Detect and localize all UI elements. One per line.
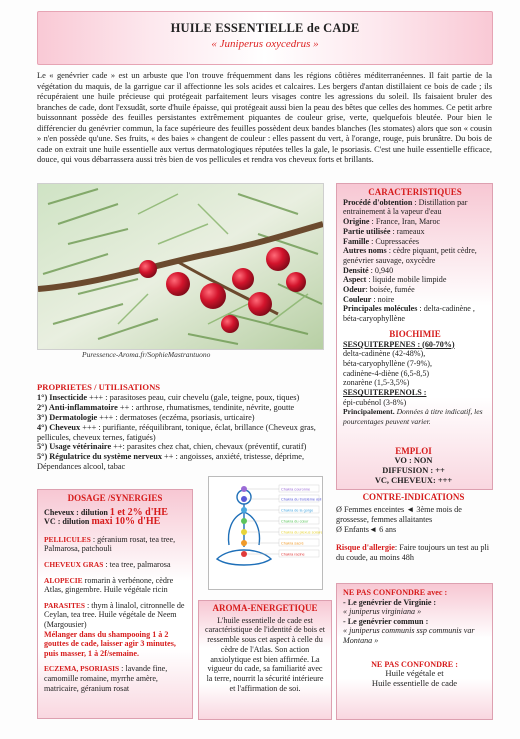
caracteristique-value: : France, Iran, Maroc: [369, 217, 441, 227]
parasites-text: : thym à linalol, citronnelle de Ceylan, tea tree. Huile végétale de Neem (Margousier): [44, 600, 185, 629]
caracteristique-value: : rameaux: [390, 226, 425, 236]
ne-pas-confondre-box: [336, 583, 493, 720]
page-subtitle: « Juniperus oxycedrus »: [211, 38, 319, 50]
propriete-value: +++ : dermatoses (eczéma, psoriasis, urticaire): [97, 412, 255, 422]
chakra-dot: [241, 540, 247, 546]
risque-key: Risque d'allergie: [336, 543, 395, 552]
contre-line-enfants: Ø Enfants◄ 6 ans: [336, 525, 397, 534]
contre-title: CONTRE-INDICATIONS: [362, 492, 465, 502]
chakra-dot: [241, 529, 247, 535]
caracteristique-key: Procédé d'obtention: [343, 197, 413, 207]
propriete-item: [37, 442, 333, 452]
caracteristique-item: [343, 237, 487, 247]
alopecie-text: romarin à verbénone, cèdre Atlas, gingembre. Huile végétale ricin: [44, 575, 174, 595]
caracteristique-value: : delta-cadinène , béta-caryophyllène: [343, 304, 475, 324]
caracteristique-key: Aspect: [343, 275, 367, 285]
caracteristique-item: [343, 227, 487, 237]
chakra-diagram: [208, 476, 323, 590]
caracteristiques-box: [336, 183, 493, 490]
parasites-key: PARASITES: [44, 600, 85, 610]
sesquiterpene-line: delta-cadinène (42-48%),: [343, 349, 426, 359]
dosage-box: [37, 489, 193, 719]
proprietes-title: PROPRIETES / UTILISATIONS: [37, 382, 161, 392]
propriete-key: 3°) Dermatologie: [37, 412, 98, 422]
confondre-he: Huile essentielle de cade: [371, 677, 458, 688]
caracteristique-key: Autres noms: [343, 246, 387, 256]
emploi-vc: VC, CHEVEUX: +++: [374, 476, 453, 485]
page-title: HUILE ESSENTIELLE de CADE: [170, 21, 360, 35]
biochimie-note: [343, 407, 487, 426]
header-box: [37, 11, 493, 65]
propriete-item: [37, 423, 333, 443]
sesquiterpenol-line: épi-cubénol (3-8%): [343, 397, 407, 407]
sesquiterpene-line: cadinène-4-diène (6,5-8,5): [343, 368, 430, 378]
caracteristique-value: : Cupressacées: [369, 236, 419, 246]
propriete-item: [37, 452, 333, 472]
juniper-photo: [37, 183, 324, 350]
dosage-pellicules: [44, 535, 186, 554]
chakra-dot: [241, 551, 247, 557]
sesquiterpenols-title: SESQUITERPENOLS :: [343, 388, 427, 398]
caracteristique-value: : 0,940: [368, 265, 394, 275]
juniper-branch-image: [38, 184, 323, 349]
chakra-label: Chakra du troisième œil: [281, 497, 322, 502]
risque-allergie: [336, 543, 491, 563]
aroma-text: L'huile essentielle de cade est caractéristique de l'identité de bois et ressemble sous cet aspect à celle du cèdre de l'Atlas. Son action anxiolytique est bien affirmée. La vigueur du cade, sa familiarité avec la terre, nourrit la sécurité intérieure et l'affirmation de soi.: [205, 615, 325, 693]
confondre-commun-latin: « juniperus communis ssp communis var Montana »: [343, 626, 475, 645]
chakra-label: Chakra du plexus solaire: [281, 530, 322, 535]
sesquiterpenes-list: [343, 349, 487, 388]
dosage-cheveux-gras: [44, 560, 186, 570]
contre-indications-section: [336, 492, 491, 563]
confondre-virginie-latin: « juniperus virginiana »: [343, 607, 422, 617]
intro-paragraph: Le « genévrier cade » est un arbuste que l'on trouve fréquemment dans les régions côtières méditerranéennes. Il fait partie de la végétation du maquis, de la garrigue car il affectionne les sols acides et calcaires. Les bergers d'antan distillaient ce bois de cade ; ils récupéraient une huile précieuse qui protégeait parfaitement leurs visages contre les agressions du soleil. Ils faisaient bruler des branches de cade, dont l'exsudât, sorte d'huile épaisse, qui protégeait aussi bien la peau des bêtes que celles des hommes. Ce petit arbre buissonnant possède des feuilles persistantes extrêmement piquantes de couleur grise, verte, quelquefois bleutée. Pour bien le différencier du genévrier commun, la face supérieure des feuilles possèdent deux bandes blanches (les stomates) alors que son « cousin » n'en possède qu'une. Ses fruits, « des baies » changent de couleur : elles passent du vert, à l'orange, rouge, puis brunâtre. Du bois de cade on extrait une huile essentielle aux vertus dermatologiques réputées telles la gale, le psoriasis. C'est une huile essentielle efficace, douce, qui vous débarrassera aussi très bien de vos pellicules et rendra vos cheveux forts et brillants.: [37, 71, 492, 164]
propriete-item: [37, 403, 333, 413]
caracteristique-value: : Distillation par entrainement à la vapeur d'eau: [343, 197, 468, 217]
emploi-section: [336, 446, 491, 486]
caracteristique-key: Densité: [343, 265, 369, 275]
contre-line-femmes: Ø Femmes enceintes ◄ 3ème mois de grossesse, femmes allaitantes: [336, 505, 462, 524]
eczema-key: ECZEMA, PSORIASIS: [44, 664, 120, 674]
chakra-dot: [241, 486, 247, 492]
caracteristiques-list: [343, 198, 487, 324]
caracteristique-item: [343, 198, 487, 217]
aroma-title: AROMA-ENERGETIQUE: [212, 603, 318, 613]
chakra-dot: [241, 496, 247, 502]
dosage-title: DOSAGE /SYNERGIES: [67, 493, 163, 503]
gras-key: CHEVEUX GRAS: [44, 559, 104, 569]
caracteristique-key: Famille: [343, 236, 370, 246]
proprietes-list: [37, 393, 333, 472]
propriete-key: 5°) Usage vétérinaire: [37, 442, 112, 452]
emploi-diffusion: DIFFUSION : ++: [382, 466, 445, 475]
sesquiterpene-line: zonarène (1,5-3,5%): [343, 378, 410, 388]
dosage-melanger: Mélanger dans du shampooing 1 à 2 gouttes de cade, laisser agir 3 minutes, puis masser, 1 à 2f/semaine.: [44, 629, 176, 658]
gras-text: : tea tree, palmarosa: [103, 559, 171, 569]
emploi-title: EMPLOI: [395, 446, 432, 456]
sesquiterpenes-title: SESQUITERPENES : (60-70%): [343, 339, 455, 349]
confondre-title-2: NE PAS CONFONDRE :: [371, 659, 458, 669]
pellicules-text: : géranium rosat, tea tree, Palmarosa, patchouli: [44, 534, 176, 554]
proprietes-section: [37, 383, 333, 472]
dosage-parasites: [44, 601, 186, 630]
biochimie-title: BIOCHIMIE: [389, 328, 441, 339]
dosage-alopecie: [44, 576, 186, 595]
chakra-label: Chakra racine: [281, 552, 305, 557]
caracteristique-key: Origine: [343, 217, 370, 227]
confondre-title: NE PAS CONFONDRE avec :: [343, 588, 448, 597]
chakra-label: Chakra de la gorge: [281, 508, 314, 513]
chakra-dot: [241, 518, 247, 524]
caracteristique-value: : liquide mobile limpide: [366, 275, 447, 285]
caracteristique-key: Odeur: [343, 285, 366, 295]
dosage-vc-label: VC : dilution: [44, 517, 92, 527]
chakra-figure: [209, 477, 322, 589]
biochimie-note-key: Principalement.: [343, 407, 395, 417]
caracteristique-item: [343, 295, 487, 305]
propriete-key: 2°) Anti-inflammatoire: [37, 402, 118, 412]
caracteristique-item: [343, 217, 487, 227]
caracteristiques-title: CARACTERISTIQUES: [368, 187, 462, 197]
eczema-text: : lavande fine, camomille romaine, myrrhe amère, matricaire, géranium rosat: [44, 664, 168, 693]
caracteristique-key: Couleur: [343, 294, 372, 304]
sesquiterpene-line: béta-caryophyllène (7-9%),: [343, 358, 432, 368]
caracteristique-value: : noire: [371, 294, 395, 304]
confondre-hv: Huile végétale et: [385, 668, 444, 679]
risque-text: : Faire toujours un test au pli du coude, au moins 48h: [336, 543, 490, 562]
aroma-energetique-box: [198, 600, 332, 720]
caracteristique-item: [343, 275, 487, 285]
propriete-value: ++ : arthrose, rhumatismes, tendinite, névrite, goutte: [117, 402, 295, 412]
propriete-item: [37, 393, 333, 403]
caracteristique-value: : boisée, fumée: [365, 285, 415, 295]
propriete-key: 5°) Régulatrice du système nerveux: [37, 452, 162, 462]
caracteristique-key: Partie utilisée: [343, 226, 391, 236]
pellicules-key: PELLICULES: [44, 534, 91, 544]
dosage-cheveux-value: 1 et 2% d'HE: [109, 506, 168, 518]
dosage-cheveux-label: Cheveux : dilution: [44, 507, 110, 517]
biochimie-note-text: Données à titre indicatif, les pourcentages peuvent varier.: [343, 407, 483, 427]
caracteristique-item: [343, 246, 487, 265]
emploi-vo: VO : NON: [394, 456, 433, 465]
confondre-virginie: - Le genévrier de Virginie :: [343, 597, 437, 607]
propriete-value: ++: parasites chez chat, chien, chevaux (préventif, curatif): [111, 442, 307, 452]
chakra-dot: [241, 507, 247, 513]
sesquiterpenols-list: [343, 398, 487, 408]
dosage-vc: [44, 517, 186, 527]
dosage-vc-value: maxi 10% d'HE: [91, 516, 161, 528]
caracteristique-item: [343, 304, 487, 323]
caracteristique-value: : cèdre piquant, petit cèdre, genévrier sauvage, oxycèdre: [343, 246, 477, 265]
propriete-value: +++ : purifiante, rééquilibrant, tonique, éclat, brillance (Cheveux gras, pellicules, cheveux ternes, fatigués): [37, 422, 316, 442]
propriete-item: [37, 413, 333, 423]
photo-caption: Puressence-Aroma.fr/SophieMastrantuono: [82, 350, 211, 359]
chakra-label: Chakra couronne: [281, 487, 311, 492]
caracteristique-item: [343, 285, 487, 295]
caracteristique-item: [343, 266, 487, 276]
chakra-label: Chakra sacré: [281, 541, 304, 546]
alopecie-key: ALOPECIE: [44, 575, 83, 585]
propriete-value: +++ : parasitoses peau, cuir chevelu (gale, teigne, poux, tiques): [87, 392, 300, 402]
dosage-eczema: [44, 664, 186, 693]
propriete-key: 4°) Cheveux: [37, 422, 81, 432]
caracteristique-key: Principales molécules: [343, 304, 418, 314]
propriete-value: ++ : angoisses, anxiété, tristesse, déprime, Dépendances alcool, tabac: [37, 452, 305, 472]
confondre-commun: - Le genévrier commun :: [343, 616, 429, 626]
propriete-key: 1°) Insecticide: [37, 392, 88, 402]
chakra-label: Chakra du cœur: [281, 519, 309, 524]
